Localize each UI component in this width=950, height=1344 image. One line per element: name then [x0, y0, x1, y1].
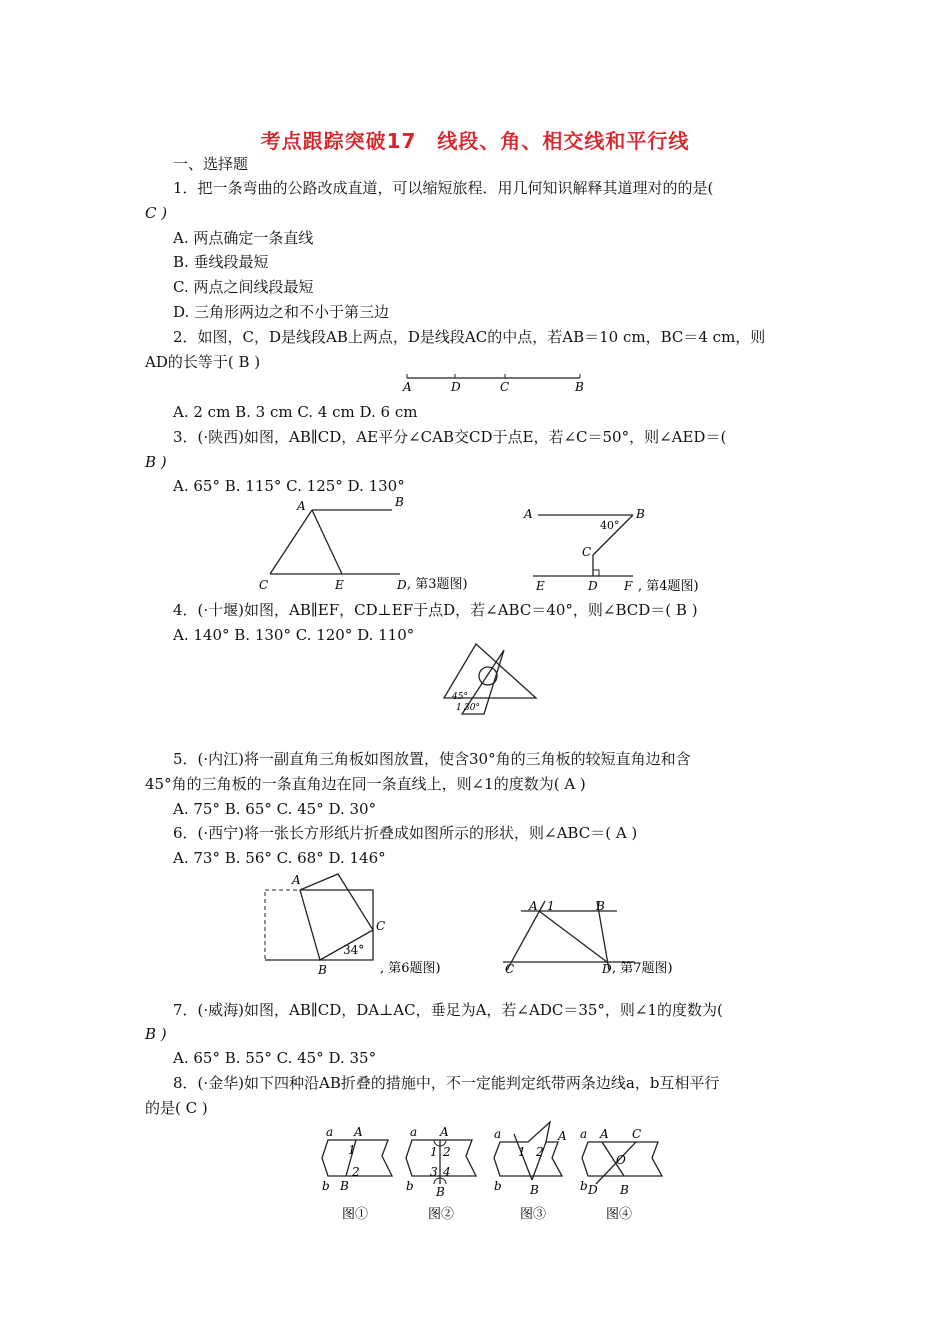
- page-title: 考点跟踪突破17 线段、角、相交线和平行线: [260, 129, 690, 153]
- q8-label: a: [580, 1127, 588, 1141]
- q8-fig4: [580, 1127, 662, 1222]
- q2-figure: [395, 370, 595, 394]
- q8-caption: 图①: [342, 1207, 369, 1222]
- q7-label: C: [505, 962, 515, 976]
- q8-fig3: [494, 1122, 567, 1222]
- q8-label: A: [558, 1129, 567, 1143]
- q5-stem-cont: 45°角的三角板的一条直角边在同一条直线上，则∠1的度数为( A ): [145, 775, 586, 793]
- q4-figure: [518, 500, 728, 596]
- q2-label: D: [451, 380, 461, 394]
- q8-label: A: [600, 1127, 609, 1141]
- q3-stem: 3．(·陕西)如图，AB∥CD，AE平分∠CAB交CD于点E，若∠C＝50°，则∠AED＝(: [173, 428, 727, 446]
- q8-fig1: [322, 1125, 392, 1222]
- q8-label: O: [616, 1153, 626, 1167]
- q3-stem-cont: B ): [145, 453, 167, 471]
- q8-label: a: [494, 1127, 502, 1141]
- q7-stem: 7．(·威海)如图，AB∥CD，DA⊥AC，垂足为A，若∠ADC＝35°，则∠1的度数为(: [173, 1001, 723, 1019]
- q1-answer: C ): [145, 204, 168, 222]
- q7-label: A: [529, 899, 538, 913]
- q8-label: A: [354, 1125, 363, 1139]
- q4-stem: 4．(·十堰)如图，AB∥EF，CD⊥EF于点D，若∠ABC＝40°，则∠BCD＝( B ): [173, 601, 698, 619]
- q8-label: 2: [536, 1145, 544, 1159]
- q3-label: B: [395, 496, 404, 509]
- q4-label: B: [636, 507, 645, 521]
- q1-option-c: C. 两点之间线段最短: [173, 278, 314, 296]
- q8-label: 2: [352, 1165, 360, 1179]
- q1-stem: 1．把一条弯曲的公路改成直道，可以缩短旅程．用几何知识解释其道理对的的是(: [173, 179, 714, 197]
- q2-stem-cont: AD的长等于( B ): [145, 353, 261, 371]
- q4-angle: 40°: [600, 519, 620, 532]
- q6-label: A: [292, 873, 301, 887]
- q7-stem-cont: B ): [145, 1025, 167, 1043]
- q2-stem: 2．如图，C，D是线段AB上两点，D是线段AC的中点，若AB＝10 cm，BC＝4 cm，则: [173, 328, 766, 346]
- q8-label: 1: [518, 1145, 526, 1159]
- q1-option-d: D. 三角形两边之和不小于第三边: [173, 303, 390, 321]
- q8-fig2: [406, 1125, 476, 1222]
- q7-options: A. 65° B. 55° C. 45° D. 35°: [173, 1049, 377, 1067]
- q8-label: C: [632, 1127, 642, 1141]
- q4-caption: , 第4题图): [638, 579, 699, 594]
- q8-caption: 图②: [428, 1207, 455, 1222]
- q8-label: b: [406, 1179, 414, 1193]
- q8-stem-cont: 的是( C ): [145, 1099, 208, 1117]
- q6-label: C: [376, 919, 386, 933]
- q7-label: B: [596, 899, 605, 913]
- q3-label: C: [259, 578, 269, 592]
- q7-label: 1: [547, 899, 555, 913]
- q8-label: B: [530, 1183, 539, 1197]
- q5-stem: 5．(·内江)将一副直角三角板如图放置，使含30°角的三角板的较短直角边和含: [173, 750, 691, 768]
- q8-label: D: [588, 1183, 598, 1197]
- q8-label: 1: [430, 1145, 438, 1159]
- q7-label: D: [602, 962, 612, 976]
- q1-option-b: B. 垂线段最短: [173, 253, 269, 271]
- q8-label: a: [410, 1125, 418, 1139]
- q5-figure: [440, 642, 550, 722]
- q8-figures: [318, 1120, 688, 1224]
- q3-options: A. 65° B. 115° C. 125° D. 130°: [173, 477, 405, 495]
- q4-label: F: [624, 579, 633, 593]
- q6-stem: 6．(·西宁)将一张长方形纸片折叠成如图所示的形状，则∠ABC＝( A ): [173, 824, 638, 842]
- q1-option-a: A. 两点确定一条直线: [173, 229, 314, 247]
- q8-label: B: [436, 1185, 445, 1199]
- q8-caption: 图③: [520, 1207, 547, 1222]
- q4-label: E: [536, 579, 545, 593]
- q4-label: A: [524, 507, 533, 521]
- q3-label: D: [397, 578, 407, 592]
- q2-options: A. 2 cm B. 3 cm C. 4 cm D. 6 cm: [173, 403, 418, 421]
- q8-label: 2: [443, 1145, 451, 1159]
- q8-label: b: [494, 1179, 502, 1193]
- q2-label: A: [403, 380, 412, 394]
- section-heading: 一、选择题: [173, 155, 249, 173]
- q4-label: C: [582, 545, 592, 559]
- q6-caption: , 第6题图): [380, 961, 441, 976]
- q8-label: B: [620, 1183, 629, 1197]
- q5-label: 30°: [464, 703, 480, 713]
- q3-caption: , 第3题图): [407, 577, 468, 592]
- q3-label: A: [297, 499, 306, 513]
- q7-caption: , 第7题图): [612, 961, 673, 976]
- q8-label: 1: [348, 1143, 356, 1157]
- q2-label: B: [575, 380, 584, 394]
- q4-options: A. 140° B. 130° C. 120° D. 110°: [173, 626, 415, 644]
- q2-label: C: [500, 380, 510, 394]
- q8-label: B: [340, 1179, 349, 1193]
- q6-label: B: [318, 963, 327, 977]
- q8-label: b: [322, 1179, 330, 1193]
- q8-label: A: [440, 1125, 449, 1139]
- q8-label: 3: [430, 1165, 438, 1179]
- q8-stem: 8．(·金华)如下四种沿AB折叠的措施中，不一定能判定纸带两条边线a，b互相平行: [173, 1074, 720, 1092]
- q5-label: 45°: [452, 692, 468, 702]
- q8-label: a: [326, 1125, 334, 1139]
- q8-label: 4: [443, 1165, 451, 1179]
- q5-options: A. 75° B. 65° C. 45° D. 30°: [173, 800, 377, 818]
- q4-label: D: [588, 579, 598, 593]
- q6-figure: [260, 866, 480, 980]
- q5-label: 1: [456, 703, 462, 713]
- q7-figure: [495, 896, 725, 976]
- q3-figure: [255, 496, 495, 596]
- q8-caption: 图④: [606, 1207, 633, 1222]
- q8-label: b: [580, 1179, 588, 1193]
- q6-options: A. 73° B. 56° C. 68° D. 146°: [173, 849, 386, 867]
- q6-angle: 34°: [343, 943, 365, 957]
- q3-label: E: [335, 578, 344, 592]
